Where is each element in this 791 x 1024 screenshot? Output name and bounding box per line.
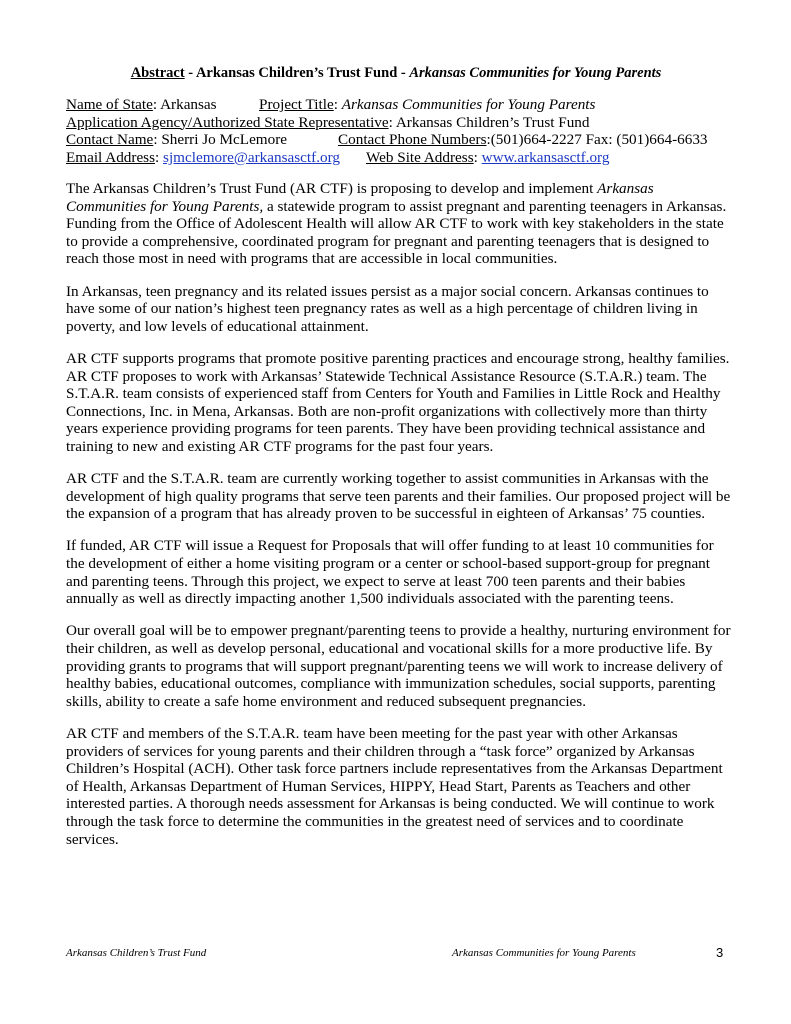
info-row-agency [66, 114, 736, 132]
website-link[interactable]: www.arkansasctf.org [481, 148, 610, 166]
paragraph-6: Our overall goal will be to empower pregnant/parenting teens to provide a healthy, nurturing environment for their children, as well as develop personal, educational and vocational skills for a more productive life. By providing grants to programs that will support pregnant/parenting teens we will work to increase delivery of healthy babies, educational outcomes, compliance with immunization schedules, social supports, parenting skills, ability to create a safe home environment and reduced subsequent pregnancies. [66, 622, 731, 710]
email-sep: : [155, 148, 164, 166]
footer-left: Arkansas Children’s Trust Fund [66, 947, 207, 959]
state-value: : Arkansas [152, 96, 217, 113]
website-label: Web Site Address [366, 148, 474, 166]
project-title-value: Arkansas Communities for Young Parents [341, 96, 596, 113]
state-label: Name of State [66, 96, 153, 113]
project-info [66, 96, 736, 166]
email-label: Email Address [66, 148, 156, 166]
project-title-sep: : [333, 96, 342, 113]
state-field [66, 96, 217, 114]
project-title-field [259, 96, 595, 114]
title-org: Arkansas Children’s Trust Fund [195, 65, 398, 81]
email-link[interactable]: sjmclemore@arkansasctf.org [163, 148, 340, 166]
abstract-label: Abstract [130, 65, 185, 81]
paragraph-5: If funded, AR CTF will issue a Request for Proposals that will offer funding to at least 10 communities for the development of either a home visiting program or a center or school-based support-group for pregnant and parenting teens. Through this project, we expect to serve at least 700 teen parents and their babies annually as well as directly impacting another 1,500 individuals associated with the parenting teens. [66, 537, 714, 608]
contact-label: Contact Name [66, 131, 154, 149]
paragraph-4: AR CTF and the S.T.A.R. team are currently working together to assist communities in Arkansas with the development of high quality programs that serve teen parents and their families. Our proposed project will be the expansion of a program that has already proven to be successful in eighteen of Arkansas’ 75 counties. [66, 470, 731, 523]
abstract-body [66, 180, 732, 863]
info-row-state [66, 96, 736, 114]
info-row-email [66, 149, 736, 167]
title-separator-2: - [397, 65, 410, 81]
phone-value: :(501)664-2227 Fax: (501)664-6633 [486, 131, 708, 149]
agency-field [66, 114, 589, 132]
title-separator: - [184, 65, 196, 81]
paragraph-3: AR CTF supports programs that promote positive parenting practices and encourage strong, healthy families. AR CTF proposes to work with Arkansas’ Statewide Technical Assistance Resource (S.T.A.R.) team. The S.T.A.R. team consists of experienced staff from Centers for Youth and Families in Little Rock and Healthy Connections, Inc. in Mena, Arkansas. Both are non-profit organizations with collectively more than thirty years experience providing programs for teen parents. They have been providing technical assistance and training to new and existing AR CTF programs for the past four years. [66, 349, 730, 455]
contact-field [66, 131, 287, 149]
page-number: 3 [716, 945, 724, 960]
email-field [66, 149, 340, 167]
paragraph-2: In Arkansas, teen pregnancy and its related issues persist as a major social concern. Arkansas continues to have some of our nation’s highest teen pregnancy rates as well as a high percentage of children living in poverty, and low levels of educational attainment. [66, 282, 709, 335]
paragraph-7: AR CTF and members of the S.T.A.R. team have been meeting for the past year with other Arkansas providers of services for young parents and their children through a “task force” organized by Arkansas Children’s Hospital (ACH). Other task force partners include representatives from the Arkansas Department of Health, Arkansas Department of Human Services, HIPPY, Head Start, Parents as Teachers and other interested parties. A thorough needs assessment for Arkansas is being conducted. We will continue to work through the task force to determine the communities in the greatest need of services and to coordinate services. [66, 725, 723, 848]
paragraph-1 [66, 180, 732, 268]
phone-label: Contact Phone Numbers [338, 131, 487, 149]
paragraph-1-text-a: The Arkansas Children’s Trust Fund (AR CTF) is proposing to develop and implement [66, 180, 598, 197]
agency-value: : Arkansas Children’s Trust Fund [388, 113, 590, 131]
abstract-title [66, 64, 726, 82]
paragraph-1-text-c: a statewide program to assist pregnant and parenting teenagers in Arkansas. Funding from the Office of Adolescent Health will allow AR CTF to work with key stakeholders in the state to provide a comprehensive, coordinated program for pregnant and parenting teenagers that is designed to reach those most in need with programs that are accessible in local communities. [66, 197, 727, 268]
info-row-contact [66, 131, 736, 149]
contact-value: : Sherri Jo McLemore [153, 131, 288, 149]
agency-label: Application Agency/Authorized State Representative [66, 113, 389, 131]
project-title-label: Project Title [259, 96, 334, 113]
website-field [366, 149, 609, 167]
paragraph-1-project-name: Arkansas Communities for Young Parents, [66, 180, 654, 215]
title-project: Arkansas Communities for Young Parents [409, 65, 662, 81]
footer-right: Arkansas Communities for Young Parents [452, 947, 636, 959]
phone-field [338, 131, 708, 149]
website-sep: : [473, 148, 482, 166]
